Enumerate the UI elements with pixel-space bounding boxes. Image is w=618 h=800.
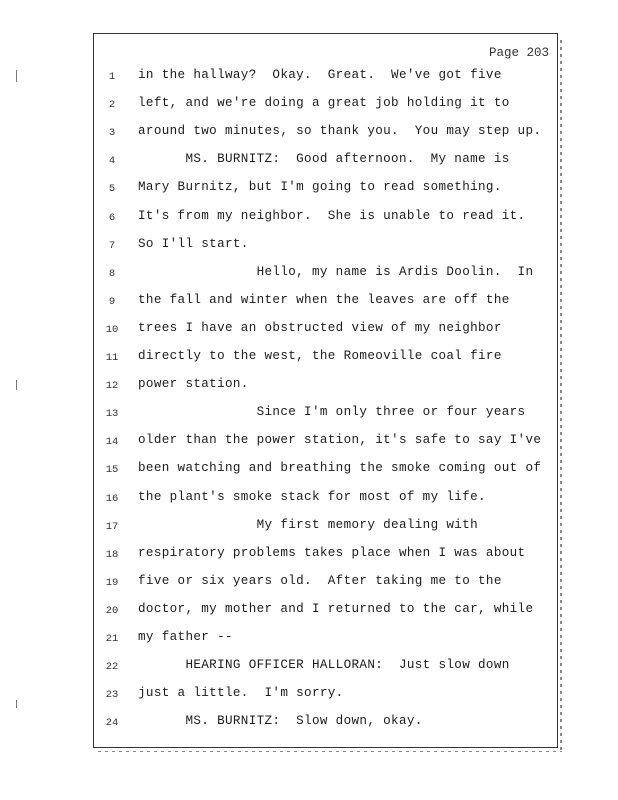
transcript-line — [94, 461, 559, 481]
line-number: 5 — [108, 183, 116, 196]
line-text: It's from my neighbor. She is unable to read it. — [138, 208, 526, 223]
line-number: 12 — [105, 380, 119, 393]
line-number: 11 — [105, 352, 119, 364]
transcript-line — [94, 293, 559, 313]
line-number: 13 — [105, 408, 119, 421]
transcript-line — [94, 349, 559, 369]
line-number: 22 — [105, 661, 119, 674]
line-text: been watching and breathing the smoke coming out of — [138, 461, 542, 476]
line-number: 3 — [108, 127, 116, 140]
line-text: just a little. I'm sorry. — [138, 686, 344, 701]
page-number: Page 203 — [488, 46, 549, 60]
transcript-line — [94, 686, 559, 706]
transcript-line — [94, 714, 559, 734]
scan-speck — [16, 70, 17, 82]
transcript-line — [94, 405, 559, 425]
line-number: 9 — [108, 295, 116, 308]
line-text: respiratory problems takes place when I was about — [138, 545, 526, 560]
line-number: 7 — [108, 239, 116, 252]
transcript-line — [94, 574, 559, 594]
line-text: My first memory dealing with — [138, 517, 479, 532]
line-number: 8 — [108, 267, 116, 280]
line-text: Mary Burnitz, but I'm going to read something. — [138, 180, 502, 195]
line-number: 20 — [105, 604, 119, 617]
line-text: directly to the west, the Romeoville coal fire — [138, 349, 502, 363]
line-text: doctor, my mother and I returned to the car, while — [138, 601, 534, 616]
line-text: So I'll start. — [138, 236, 249, 251]
line-text: around two minutes, so thank you. You may step up. — [138, 124, 542, 139]
line-text: HEARING OFFICER HALLORAN: Just slow down — [138, 658, 510, 673]
line-number: 24 — [105, 717, 119, 730]
frame-edge-bottom — [98, 751, 562, 752]
line-text: five or six years old. After taking me to the — [138, 573, 502, 588]
transcript-line — [94, 490, 559, 510]
line-number: 6 — [108, 211, 116, 224]
line-number: 18 — [105, 548, 119, 561]
transcript-page — [93, 33, 558, 748]
line-number: 23 — [105, 689, 119, 702]
transcript-line — [94, 433, 559, 453]
line-text: older than the power station, it's safe to say I've — [138, 433, 542, 448]
transcript-line — [94, 658, 559, 678]
transcript-line — [94, 152, 559, 172]
frame-edge-right — [560, 40, 562, 752]
line-number: 4 — [108, 155, 116, 168]
line-number: 19 — [105, 576, 119, 589]
transcript-line — [94, 546, 559, 566]
line-number: 1 — [108, 71, 116, 83]
line-number: 21 — [105, 633, 119, 645]
line-number: 14 — [105, 436, 119, 449]
line-number: 17 — [105, 520, 119, 533]
line-text: MS. BURNITZ: Slow down, okay. — [138, 714, 423, 729]
transcript-line — [94, 68, 559, 88]
line-number: 15 — [105, 464, 119, 477]
transcript-line — [94, 209, 559, 229]
transcript-line — [94, 265, 559, 285]
transcript-line — [94, 124, 559, 144]
line-number: 16 — [105, 492, 119, 505]
transcript-line — [94, 321, 559, 341]
line-text: MS. BURNITZ: Good afternoon. My name is — [138, 152, 510, 167]
transcript-line — [94, 602, 559, 622]
line-text: left, and we're doing a great job holding it to — [138, 96, 510, 111]
line-text: power station. — [138, 377, 249, 392]
line-number: 10 — [105, 323, 119, 336]
line-text: the plant's smoke stack for most of my life. — [138, 489, 486, 504]
transcript-line — [94, 96, 559, 116]
transcript-line — [94, 630, 559, 650]
scan-speck — [16, 380, 17, 390]
transcript-line — [94, 518, 559, 538]
transcript-line — [94, 377, 559, 397]
line-text: my father -- — [138, 630, 233, 644]
transcript-line — [94, 180, 559, 200]
line-text: Hello, my name is Ardis Doolin. In — [138, 264, 534, 279]
scan-speck — [16, 700, 17, 708]
line-text: the fall and winter when the leaves are off the — [138, 292, 510, 307]
line-number: 2 — [108, 99, 116, 112]
transcript-line — [94, 237, 559, 257]
line-text: Since I'm only three or four years — [138, 405, 526, 420]
line-text: in the hallway? Okay. Great. We've got five — [138, 68, 502, 82]
line-text: trees I have an obstructed view of my neighbor — [138, 320, 502, 335]
